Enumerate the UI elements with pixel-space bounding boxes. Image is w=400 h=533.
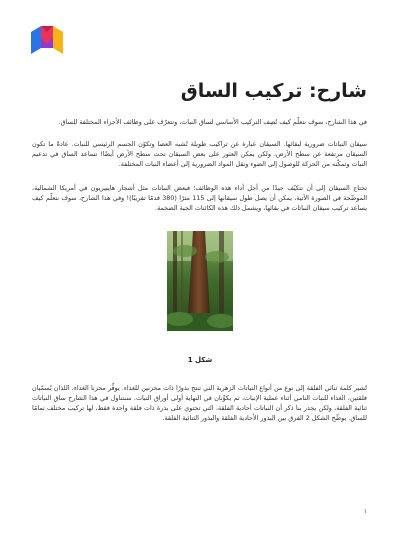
figure-caption: شكل 1: [187, 356, 213, 364]
brand-logo-icon: [31, 26, 63, 54]
intro-paragraph: في هذا الشارح، سوف نتعلّم كيف نُصِف التركيب الأساسي لساق النبات، ونتعرّف على وظائف الأجزاء المختلفة للساق.: [58, 118, 367, 126]
page-number: ١: [363, 508, 367, 515]
dicot-paragraph: تُشير كلمة ثنائي الفلقة إلى نوع من أنواع النباتات الزهرية التي تنتج بذورًا ذات مخزنين للغذاء. يوفِّر مخزنا الغذاء، اللذان يُسمّيان فلقتين، الغذاء للنبات النامي أثناء عملية الإنبات، ثم يكوِّنان في النهاية أولى أوراق النبات. سنتناول في هذا الشارح ساق النباتات ثنائية الفلقة، ولكن يجدر بنا ذكر أن النباتات أحادية الفلقة، التي تحتوي على بذرة ذات فلقة واحدة فقط، لها تركيب مختلف تمامًا للساق. يوضِّح الشكل 2 الفرق بين البذور الأحادية الفلقة والبذور الثنائية الفلقة.: [32, 384, 367, 422]
adaptation-paragraph: تحتاج السيقان إلى أن تتكيّف جيدًا من أجل أداء هذه الوظائف؛ فبعض النباتات مثل أشجار هايبيريون في أمريكا الشمالية، الموضّحة في الصورة الآتية، يمكن أن يصل طول سيقانها إلى 115 مترًا (380 قدمًا تقريبًا)! وفي هذا الشارح، سوف نتعلّم كيف يساعد تركيب سيقان النباتات في بقائها، ويشمل ذلك هذه الكائنات الحية الضخمة.: [32, 184, 367, 212]
redwood-tree-image: [167, 231, 233, 331]
page-title: شارح: تركيب الساق: [180, 80, 367, 102]
stems-paragraph: سيقان النباتات ضرورية لبقائها. السيقان عبارة عن تراكيب طويلة تُشبه العصا وتكوّن الجسم الرئيسي للنبات. عادةً ما تكون السيقان مرتفعة عن سطح الأرض، ولكن يمكن العثور على بعض السيقان تحت سطح الأرض أيضًا! تساعد الساق في تدعيم النبات وتمكّنه من الحركة للوصول إلى الضوء ونقل المواد الضرورية إلى أعضاء النبات المختلفة.: [32, 140, 367, 168]
